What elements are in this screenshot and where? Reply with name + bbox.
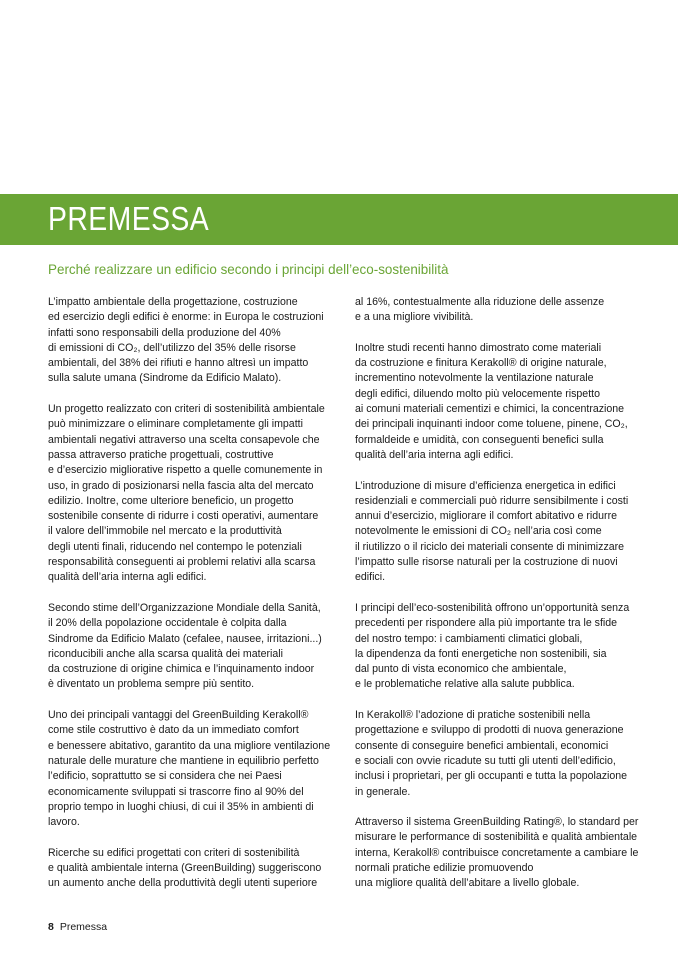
text-line: I principi dell’eco-sostenibilità offrono un’opportunità senza [355,601,630,614]
footer-section-label: Premessa [59,921,108,933]
text-line: proprio tempo in luoghi chiusi, di cui il 35% in ambienti di [48,800,314,813]
body-paragraph [355,601,635,693]
text-line: in generale. [355,785,411,798]
text-line: incrementino notevolmente la ventilazione naturale [355,372,594,385]
text-line: misurare le performance di sostenibilità e qualità ambientale [355,831,638,844]
text-line: precedenti per rispondere alla più importante tra le sfide [355,617,618,630]
text-line: Secondo stime dell’Organizzazione Mondiale della Sanità, [48,601,321,614]
text-line: degli edifici, diluendo molto più velocemente rispetto [355,387,600,400]
text-line: Un progetto realizzato con criteri di sostenibilità ambientale [48,403,325,416]
text-line: il 20% della popolazione occidentale è colpita dalla [48,617,287,630]
text-line: residenziali e commerciali può ridurre sensibilmente i costi [355,494,629,507]
text-line: notevolmente le emissioni di CO₂ nell’aria così come [355,525,602,538]
text-line: dal punto di vista economico che ambientale, [355,663,567,676]
text-line: ambientali, del 38% dei rifiuti e hanno altresì un impatto [48,357,309,370]
text-line: sulla salute umana (Sindrome da Edificio Malato). [48,372,282,385]
text-line: consente di conseguire benefici ambientali, economici [355,739,609,752]
text-line: da costruzione di origine chimica e l’inquinamento indoor [48,663,315,676]
text-line: Attraverso il sistema GreenBuilding Rating®, lo standard per [355,816,639,829]
text-line: da costruzione e finitura Kerakoll® di origine naturale, [355,357,607,370]
text-line: la dipendenza da fonti energetiche non sostenibili, sia [355,647,607,660]
text-line: un aumento anche della produttività degli utenti superiore [48,877,318,890]
right-column [355,295,639,892]
page-title: PREMESSA [48,200,210,237]
section-subtitle: Perché realizzare un edificio secondo i principi dell’eco-sostenibilità [48,261,449,277]
text-line: infatti sono responsabili della produzione del 40% [48,326,281,339]
body-paragraph [355,479,635,586]
body-paragraph [48,295,328,387]
text-line: come stile costruttivo è dato da un immediato comfort [48,724,299,737]
text-line: qualità dell’aria interna agli edifici. [48,571,207,584]
text-line: formaldeide e umidità, con conseguenti benefici sulla [355,433,604,446]
text-line: il valore dell’immobile nel mercato e la produttività [48,525,282,538]
text-line: lavoro. [48,816,80,829]
text-line: ed esercizio degli edifici è enorme: in Europa le costruzioni [48,311,324,324]
text-line: degli utenti finali, riducendo nel contempo le potenziali [48,540,302,553]
text-line: di emissioni di CO₂, dell’utilizzo del 35% delle risorse [48,341,296,354]
text-line: una migliore qualità dell’abitare a livello globale. [355,877,580,890]
page-footer [48,920,107,934]
text-line: economicamente sviluppati si trascorre fino al 90% del [48,785,304,798]
text-line: L’impatto ambientale della progettazione, costruzione [48,296,298,308]
text-line: Ricerche su edifici progettati con criteri di sostenibilità [48,846,300,859]
page-number: 8 [48,921,54,933]
text-line: l’impatto sulle risorse naturali per la costruzione di nuovi [355,556,618,569]
text-line: naturale delle murature che mantiene in equilibrio perfetto [48,754,319,767]
left-column [48,295,331,892]
text-line: L’introduzione di misure d’efficienza energetica in edifici [355,479,616,492]
text-line: ai comuni materiali cementizi e chimici, la concentrazione [355,403,625,416]
body-paragraph [355,341,635,463]
text-line: qualità dell’aria interna agli edifici. [355,448,514,461]
text-line: edifici. [355,571,386,584]
text-line: e a una migliore vivibilità. [355,311,474,324]
text-line: ambientali negativi attraverso una scelta consapevole che [48,433,320,446]
title-banner [0,194,678,245]
text-line: del nostro tempo: i cambiamenti climatici globali, [355,632,583,645]
text-line: e benessere abitativo, garantito da una migliore ventilazione [48,739,331,752]
text-line: edilizio. Inoltre, come ulteriore beneficio, un progetto [48,494,294,507]
text-line: l’edificio, soprattutto se si considera che nei Paesi [48,770,282,783]
text-line: interna, Kerakoll® contribuisce concretamente a cambiare le [355,846,639,859]
text-line: e qualità ambientale interna (GreenBuilding) suggeriscono [48,861,322,874]
body-paragraph [355,708,635,800]
text-line: Inoltre studi recenti hanno dimostrato come materiali [355,341,602,354]
text-line: annui d’esercizio, migliorare il comfort abitativo e ridurre [355,510,618,523]
body-paragraph [48,402,328,586]
text-line: è diventato un problema sempre più sentito. [48,678,255,691]
text-line: progettazione e sviluppo di prodotti di nuova generazione [355,724,624,737]
text-line: al 16%, contestualmente alla riduzione delle assenze [355,296,605,308]
text-line: e sociali con ovvie ricadute su tutti gli utenti dell’edificio, [355,754,616,767]
text-line: passa attraverso pratiche progettuali, costruttive [48,448,274,461]
text-line: normali pratiche edilizie promuovendo [355,861,534,874]
body-paragraph [355,815,639,891]
body-paragraph [48,601,328,693]
body-paragraph [48,708,331,830]
body-paragraph [355,295,635,326]
text-line: inclusi i proprietari, per gli occupanti e tutta la popolazione [355,770,628,783]
text-line: Uno dei principali vantaggi del GreenBuilding Kerakoll® [48,709,309,722]
text-line: il riutilizzo o il riciclo dei materiali consente di minimizzare [355,540,625,553]
text-line: riconducibili anche alla scarsa qualità dei materiali [48,647,283,660]
text-line: dei principali inquinanti indoor come toluene, pinene, CO₂, [355,418,628,431]
text-line: e le problematiche relative alla salute pubblica. [355,678,575,691]
text-line: e d’esercizio migliorative rispetto a quelle comunemente in [48,464,323,477]
text-line: Sindrome da Edificio Malato (cefalee, nausee, irritazioni...) [48,632,322,645]
text-line: sostenibile consente di ridurre i costi operativi, aumentare [48,510,319,523]
body-paragraph [48,846,328,892]
text-line: uso, in grado di posizionarsi nella fascia alta del mercato [48,479,314,492]
text-line: In Kerakoll® l’adozione di pratiche sostenibili nella [355,709,591,722]
text-line: responsabilità conseguenti ai problemi relativi alla scarsa [48,556,316,569]
text-line: può minimizzare o eliminare completamente gli impatti [48,418,303,431]
